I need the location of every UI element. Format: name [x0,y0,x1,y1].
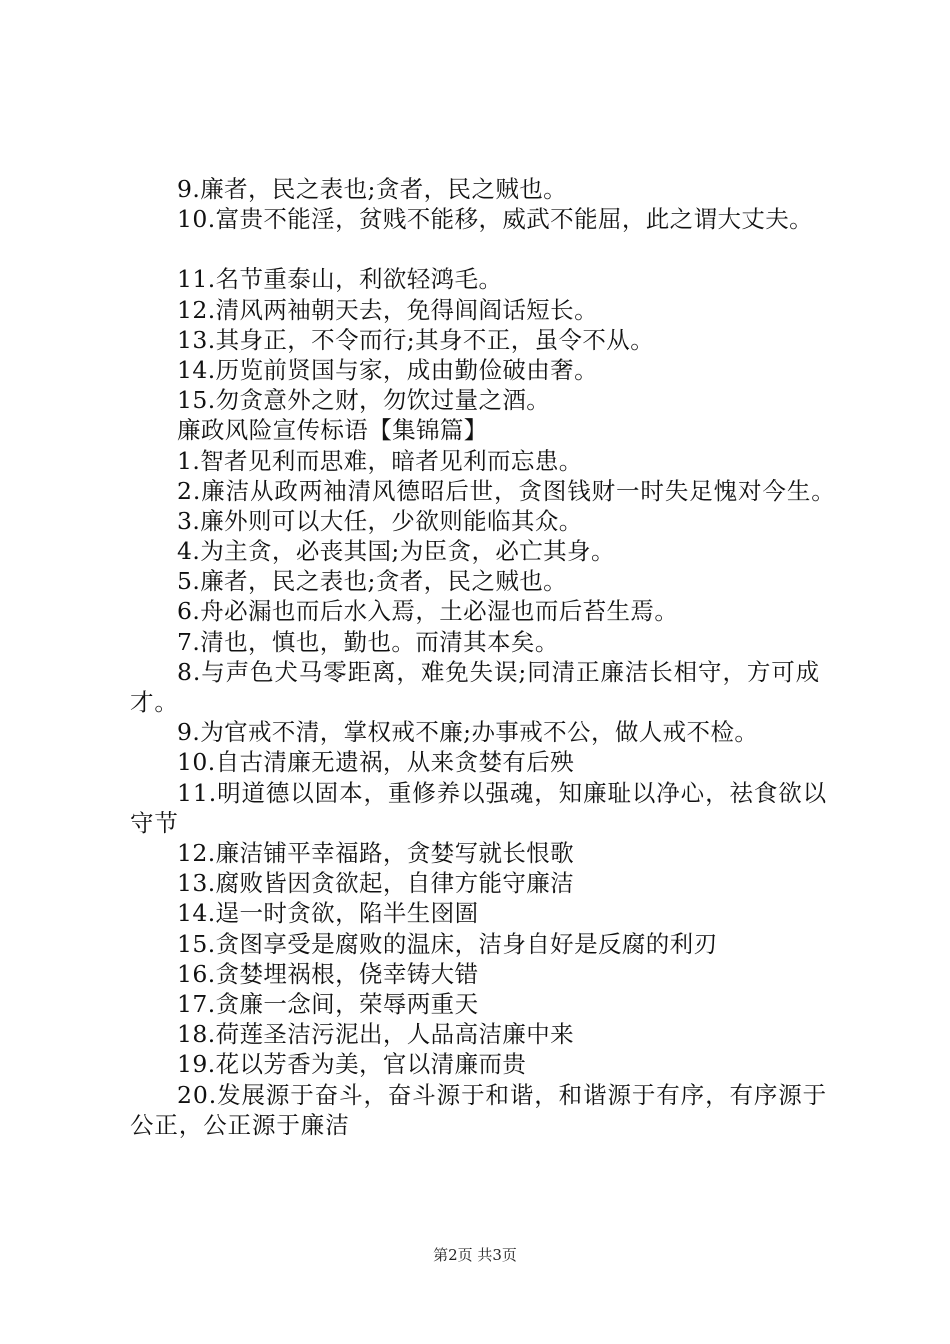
document-body [130,174,836,1140]
text-line: 14.逞一时贪欲，陷半生囹圄 [177,899,479,928]
text-line: 13.腐败皆因贪欲起，自律方能守廉洁 [177,869,575,898]
text-line: 16.贪婪埋祸根，侥幸铸大错 [177,959,479,988]
text-line: 7.清也，慎也，勤也。而清其本矣。 [177,627,559,656]
text-line: 20.发展源于奋斗，奋斗源于和谐，和谐源于有序，有序源于公正，公正源于廉洁 [130,1080,828,1139]
text-line: 14.历览前贤国与家，成由勤俭破由奢。 [177,355,598,384]
text-line: 11.名节重泰山，利欲轻鸿毛。 [177,265,503,294]
text-line: 10.自古清廉无遗祸，从来贪婪有后殃 [177,748,575,777]
text-line: 5.廉者，民之表也;贪者，民之贼也。 [177,567,568,596]
text-line: 17.贪廉一念间，荣辱两重天 [177,989,479,1018]
text-line: 8.与声色犬马零距离，难免失误;同清正廉洁长相守，方可成才。 [130,657,821,717]
text-line: 12.廉洁铺平幸福路，贪婪写就长恨歌 [177,839,575,868]
text-line: 9.廉者，民之表也;贪者，民之贼也。 [177,175,568,203]
text-line: 12.清风两袖朝天去，免得闾阎话短长。 [177,295,598,324]
text-line: 10.富贵不能淫，贫贱不能移，威武不能屈，此之谓大丈夫。 [177,205,814,234]
page-footer: 第2页 共3页 [433,1246,517,1264]
text-line: 18.荷莲圣洁污泥出，人品高洁廉中来 [177,1020,575,1049]
blank-line [130,234,836,264]
text-line: 15.贪图享受是腐败的温床，洁身自好是反腐的利刃 [177,929,718,958]
text-line: 15.勿贪意外之财，勿饮过量之酒。 [177,386,551,415]
text-line: 6.舟必漏也而后水入焉，土必湿也而后苔生焉。 [177,597,679,626]
text-line: 1.智者见利而思难，暗者见利而忘患。 [177,446,583,475]
text-line: 19.花以芳香为美，官以清廉而贵 [177,1050,527,1079]
text-line: 2.廉洁从政两袖清风德昭后世，贪图钱财一时失足愧对今生。 [177,476,836,505]
text-line: 9.为官戒不清，掌权戒不廉;办事戒不公，做人戒不检。 [177,718,759,747]
text-line: 4.为主贪，必丧其国;为臣贪，必亡其身。 [177,537,615,566]
text-line: 3.廉外则可以大任，少欲则能临其众。 [177,506,583,535]
section-heading: 廉政风险宣传标语【集锦篇】 [177,416,488,445]
text-line: 13.其身正，不令而行;其身不正，虽令不从。 [177,325,655,354]
text-line: 11.明道德以固本，重修养以强魂，知廉耻以净心，祛食欲以守节 [130,778,828,837]
